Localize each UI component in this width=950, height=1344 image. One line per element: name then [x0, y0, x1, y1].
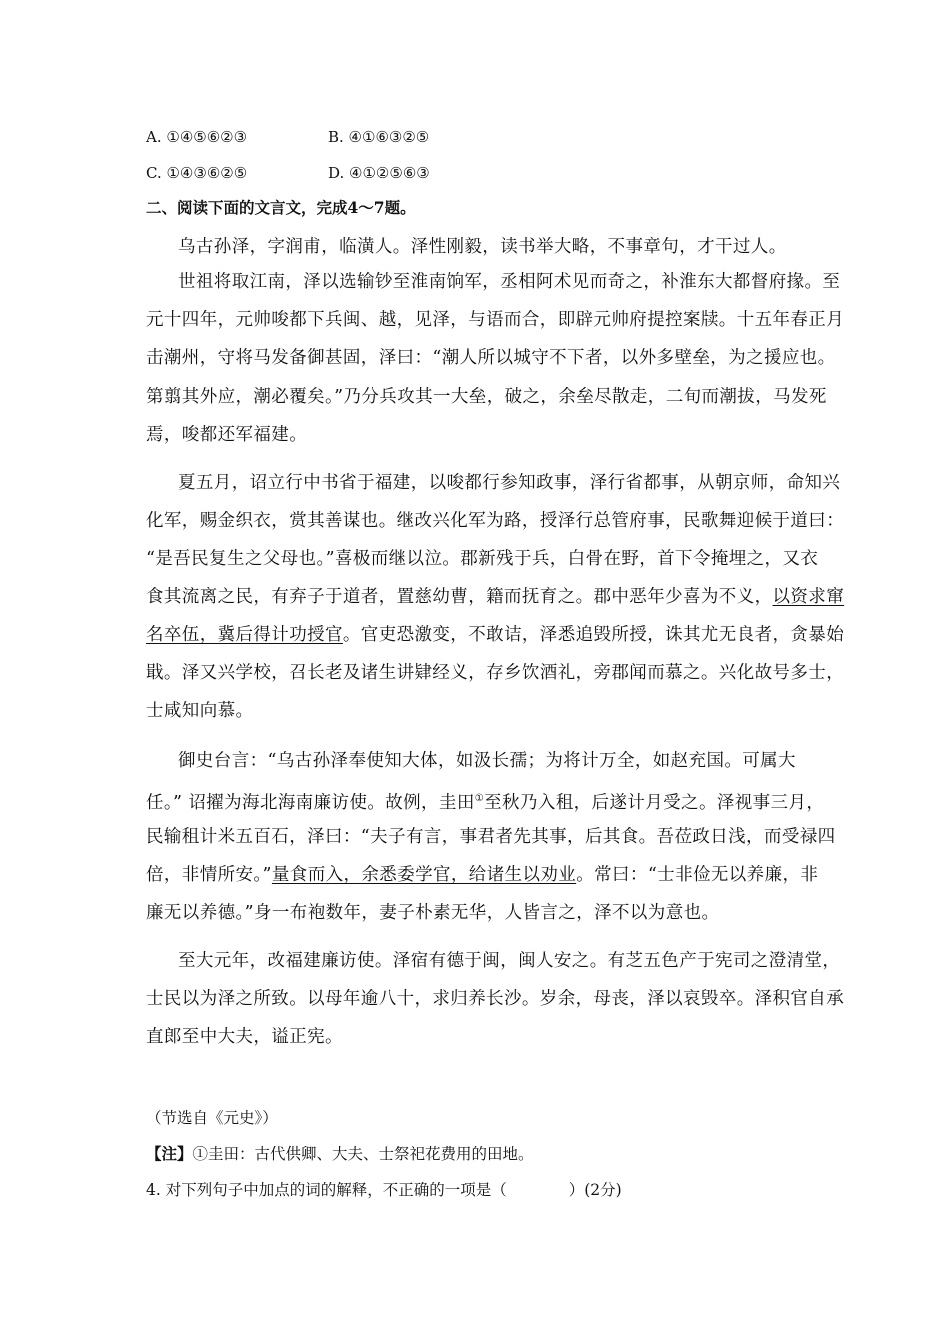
- text-segment: 任。” 诏擢为海北海南廉访使。故例，圭田: [146, 792, 475, 813]
- option-d: D. ④①②⑤⑥③: [328, 164, 430, 182]
- footnote-label: 【注】: [146, 1144, 193, 1163]
- paragraph-3-line: “是吾民复生之父母也。”喜极而继以泣。郡新残于兵，白骨在野，首下令掩埋之，又衣: [146, 549, 819, 569]
- text-segment: 食其流离之民，有弃子于道者，置慈幼曹，籍而抚育之。郡中恶年少喜为不义，: [146, 587, 773, 607]
- text-segment: 倍，非情所安。”: [146, 865, 272, 885]
- paragraph-4-line: [146, 788, 824, 814]
- paragraph-3-line: [146, 586, 844, 608]
- paragraph-3-line: 化军，赐金织衣，赏其善谋也。继改兴化军为路，授泽行总管府事，民歌舞迎候于道曰：: [146, 511, 845, 531]
- paragraph-2-line: 焉，唆都还军福建。: [146, 425, 308, 445]
- paragraph-5-line: 士民以为泽之所致。以母年逾八十，求归养长沙。岁余，母丧，泽以哀毁卒。泽积官自承: [146, 989, 845, 1009]
- paragraph-2-line: 第翦其外应，潮必覆矣。”乃分兵攻其一大垒，破之，余垒尽散走，二旬而潮拔，马发死: [146, 387, 827, 407]
- section-title: 二、阅读下面的文言文，完成4～7题。: [146, 198, 416, 217]
- paragraph-3-line: [146, 624, 844, 646]
- underlined-sentence: 名卒伍，冀后得计功授官: [146, 625, 343, 645]
- paragraph-4-line: 御史台言：“乌古孙泽奉使知大体，如汲长孺；为将计万全，如赵充国。可属大: [178, 751, 796, 771]
- option-c: C. ①④③⑥②⑤: [146, 164, 248, 182]
- underlined-sentence: 以资求窜: [772, 587, 845, 607]
- text-segment: 。官吏恐激变，不敢诘，泽悉追毁所授，诛其尤无良者，贪暴始: [342, 625, 845, 645]
- paragraph-2-line: 元十四年，元帅唆都下兵闽、越，见泽，与语而合，即辟元帅府提控案牍。十五年春正月: [146, 310, 845, 330]
- source-citation: （节选自《元史》）: [146, 1109, 278, 1127]
- paragraph-1: 乌古孙泽，字润甫，临潢人。泽性刚毅，读书举大略，不事章句，才干过人。: [178, 237, 787, 257]
- paragraph-3-line: 士咸知向慕。: [146, 701, 254, 721]
- option-a: A. ①④⑤⑥②③: [146, 128, 248, 146]
- text-segment: 。常曰：“士非俭无以养廉，非: [576, 865, 819, 885]
- paragraph-4-line: [146, 864, 818, 886]
- paragraph-3-line: 戢。泽又兴学校，召长老及诸生讲肄经义，存乡饮酒礼，旁郡闻而慕之。兴化故号多士，: [146, 663, 845, 683]
- text-segment: 至秋乃入租，后遂计月受之。泽视事三月，: [484, 792, 825, 813]
- paragraph-5-line: 至大元年，改福建廉访使。泽宿有德于闽，闽人安之。有芝五色产于宪司之澄清堂，: [178, 951, 841, 971]
- footnote-marker: ①: [474, 793, 485, 804]
- footnote-text: ①圭田：古代供卿、大夫、士祭祀花费用的田地。: [192, 1145, 534, 1163]
- paragraph-4-line: 廉无以养德。”身一布袍数年，妻子朴素无华，人皆言之，泽不以为意也。: [146, 903, 720, 923]
- paragraph-2-line: 击潮州，守将马发备御甚固，泽曰：“潮人所以城守不下者，以外多壁垒，为之援应也。: [146, 348, 836, 368]
- option-b: B. ④①⑥③②⑤: [328, 128, 430, 146]
- paragraph-3-line: 夏五月，诏立行中书省于福建，以唆都行参知政事，泽行省都事，从朝京师，命知兴: [178, 473, 841, 493]
- paragraph-5-line: 直郎至中大夫，谥正宪。: [146, 1027, 343, 1047]
- paragraph-4-line: 民输租计米五百石，泽曰：“夫子有言，事君者先其事，后其食。吾莅政日浅，而受禄四: [146, 827, 836, 847]
- paragraph-2-line: 世祖将取江南，泽以选输钞至淮南饷军，丞相阿术见而奇之，补淮东大都督府掾。至: [178, 272, 841, 292]
- question-4: 4. 对下列句子中加点的词的解释，不正确的一项是（ ）(2分): [146, 1181, 622, 1199]
- footnote: [146, 1144, 534, 1164]
- underlined-sentence: 量食而入，余悉委学官，给诸生以劝业: [271, 865, 577, 885]
